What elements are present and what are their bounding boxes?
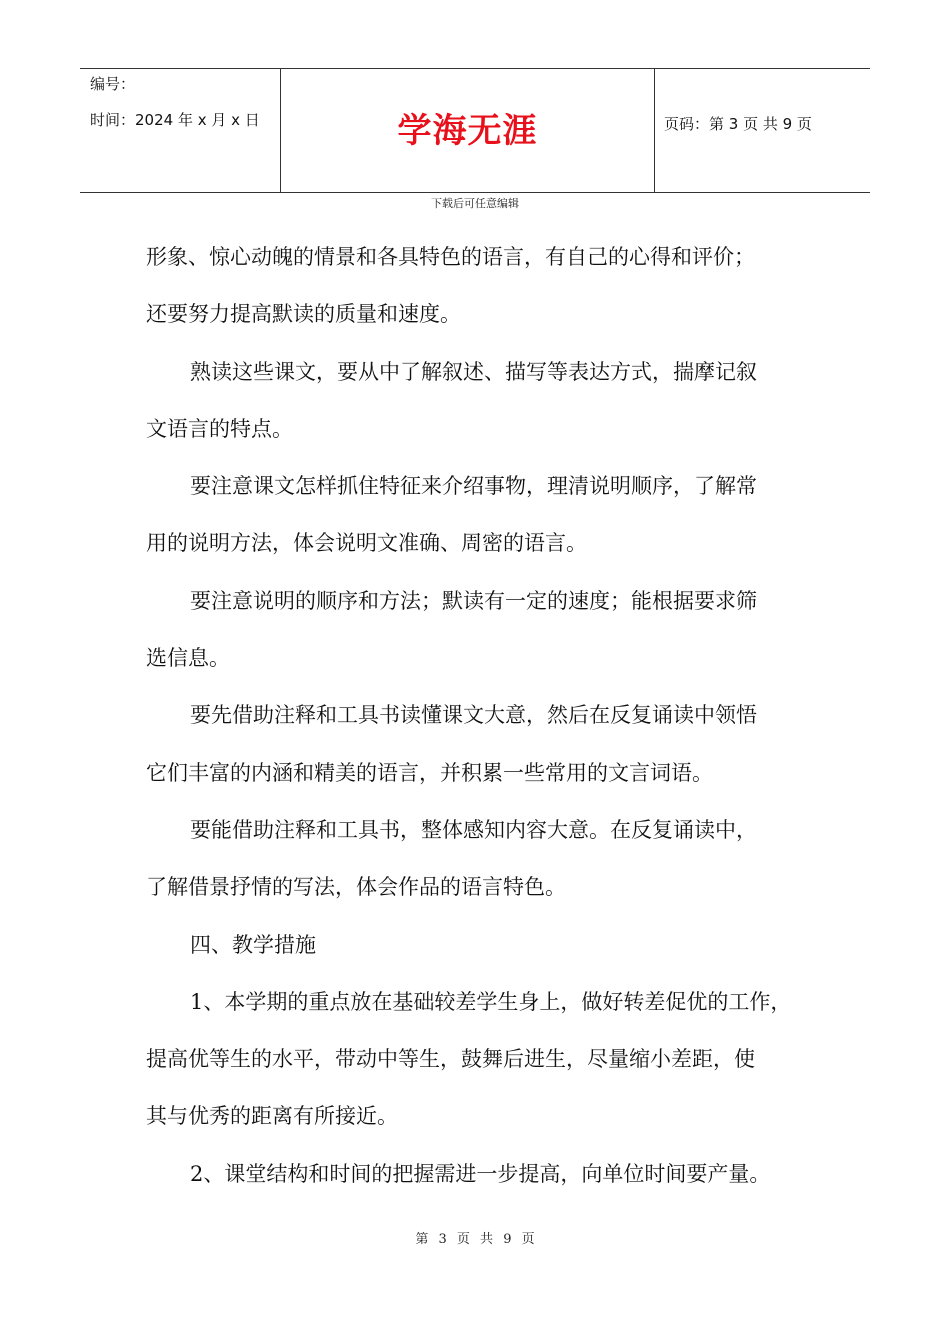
document-header	[80, 68, 870, 193]
body-line: 选信息。	[146, 646, 230, 671]
section-heading: 四、教学措施	[190, 932, 316, 957]
body-line: 要注意课文怎样抓住特征来介绍事物，理清说明顺序，了解常	[190, 474, 757, 499]
body-text	[146, 237, 826, 1211]
brand-title: 学海无涯	[397, 111, 538, 151]
editable-note: 下载后可任意编辑	[431, 197, 519, 210]
document-number-label: 编号：	[90, 75, 136, 93]
body-line: 还要努力提高默读的质量和速度。	[146, 302, 461, 327]
body-line: 了解借景抒情的写法，体会作品的语言特色。	[146, 875, 566, 900]
document-time-label: 时间：2024 年 x 月 x 日	[90, 111, 260, 129]
body-line: 2、课堂结构和时间的把握需进一步提高，向单位时间要产量。	[190, 1161, 771, 1186]
body-line: 提高优等生的水平，带动中等生，鼓舞后进生，尽量缩小差距，使	[146, 1047, 755, 1072]
body-line: 用的说明方法，体会说明文准确、周密的语言。	[146, 531, 587, 556]
body-line: 要先借助注释和工具书读懂课文大意，然后在反复诵读中领悟	[190, 703, 757, 728]
header-divider	[654, 69, 655, 192]
body-line: 其与优秀的距离有所接近。	[146, 1104, 398, 1129]
body-line: 要能借助注释和工具书，整体感知内容大意。在反复诵读中，	[190, 817, 757, 842]
header-page-indicator: 页码：第 3 页 共 9 页	[664, 115, 812, 133]
body-line: 1、本学期的重点放在基础较差学生身上，做好转差促优的工作，	[190, 989, 792, 1014]
body-line: 要注意说明的顺序和方法；默读有一定的速度；能根据要求筛	[190, 588, 757, 613]
body-line: 形象、惊心动魄的情景和各具特色的语言，有自己的心得和评价；	[146, 245, 755, 269]
body-line: 熟读这些课文，要从中了解叙述、描写等表达方式，揣摩记叙	[190, 359, 757, 384]
body-line: 它们丰富的内涵和精美的语言，并积累一些常用的文言词语。	[146, 760, 713, 785]
page-footer: 第 3 页 共 9 页	[415, 1232, 535, 1247]
body-line: 文语言的特点。	[146, 416, 293, 441]
